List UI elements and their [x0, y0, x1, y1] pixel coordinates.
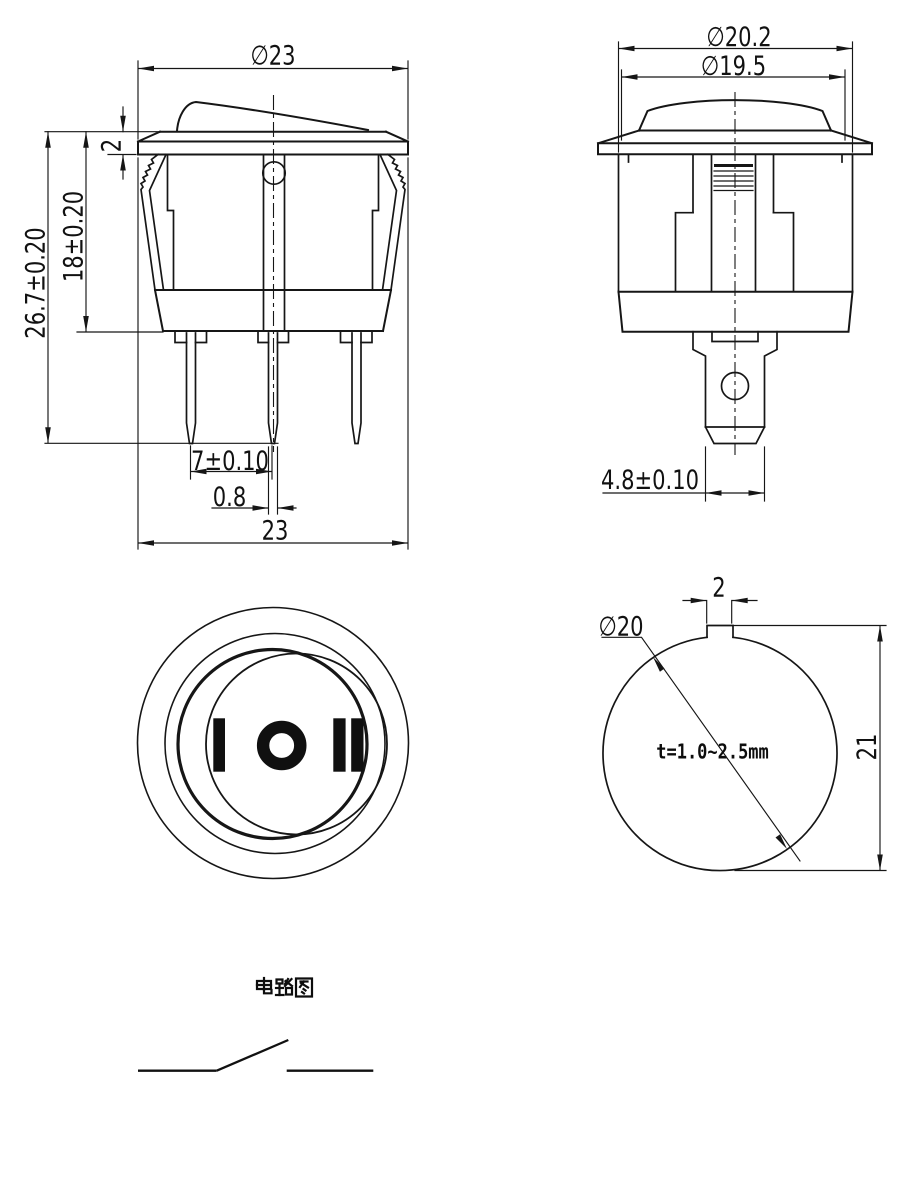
right-body-step — [373, 155, 379, 291]
dim-terminal-width: 4.8±0.10 — [600, 464, 700, 496]
left-pin — [187, 333, 196, 444]
dim-hole-diameter: ∅20 — [598, 610, 644, 643]
spring-ribs — [714, 166, 753, 191]
panel-thickness-note: t=1.0~2.5mm — [656, 741, 769, 764]
left-pin-stub — [175, 332, 207, 343]
dim-notch-width: 2 — [712, 571, 726, 604]
left-block — [676, 213, 694, 292]
side-view-dimensions — [20, 40, 408, 549]
dim-flange-thickness: 2 — [95, 138, 128, 153]
dim-diameter-23: ∅23 — [250, 39, 296, 72]
cutout-notch — [707, 626, 733, 638]
marking-II-bar2 — [351, 718, 363, 771]
marking-O — [263, 727, 300, 764]
dim-flange-width: 23 — [261, 514, 289, 547]
marking-II-bar1 — [333, 718, 345, 771]
circuit-diagram — [138, 976, 373, 1071]
dim-pin-pitch: 7±0.10 — [191, 445, 269, 477]
marking-I — [213, 718, 225, 771]
dim-body-diameter: ∅19.5 — [700, 50, 767, 82]
right-post — [756, 154, 774, 291]
cutout-dimensions — [598, 572, 886, 871]
left-body-step — [168, 155, 174, 291]
front-view-dimensions — [601, 21, 853, 501]
front-view — [598, 21, 872, 501]
rocker-actuator-profile — [177, 102, 368, 131]
position-markings — [213, 718, 363, 771]
right-pin-stub — [341, 332, 373, 343]
right-pin — [352, 333, 361, 444]
dim-outer-diameter: ∅20.2 — [706, 21, 772, 53]
dim-pin-thickness: 0.8 — [212, 481, 247, 513]
switch-symbol-lever — [217, 1040, 289, 1071]
left-wing-serration — [141, 155, 158, 291]
dim-cutout-height: 21 — [851, 733, 883, 761]
right-block — [774, 213, 794, 292]
switch-symbol — [138, 1040, 373, 1071]
dim-height-body: 18±0.20 — [57, 190, 90, 283]
right-wing-serration — [388, 155, 405, 291]
top-view — [138, 608, 409, 879]
dim-height-total: 26.7±0.20 — [19, 227, 52, 339]
side-view — [20, 40, 408, 549]
panel-cutout-view — [598, 572, 886, 871]
left-post — [693, 154, 712, 291]
